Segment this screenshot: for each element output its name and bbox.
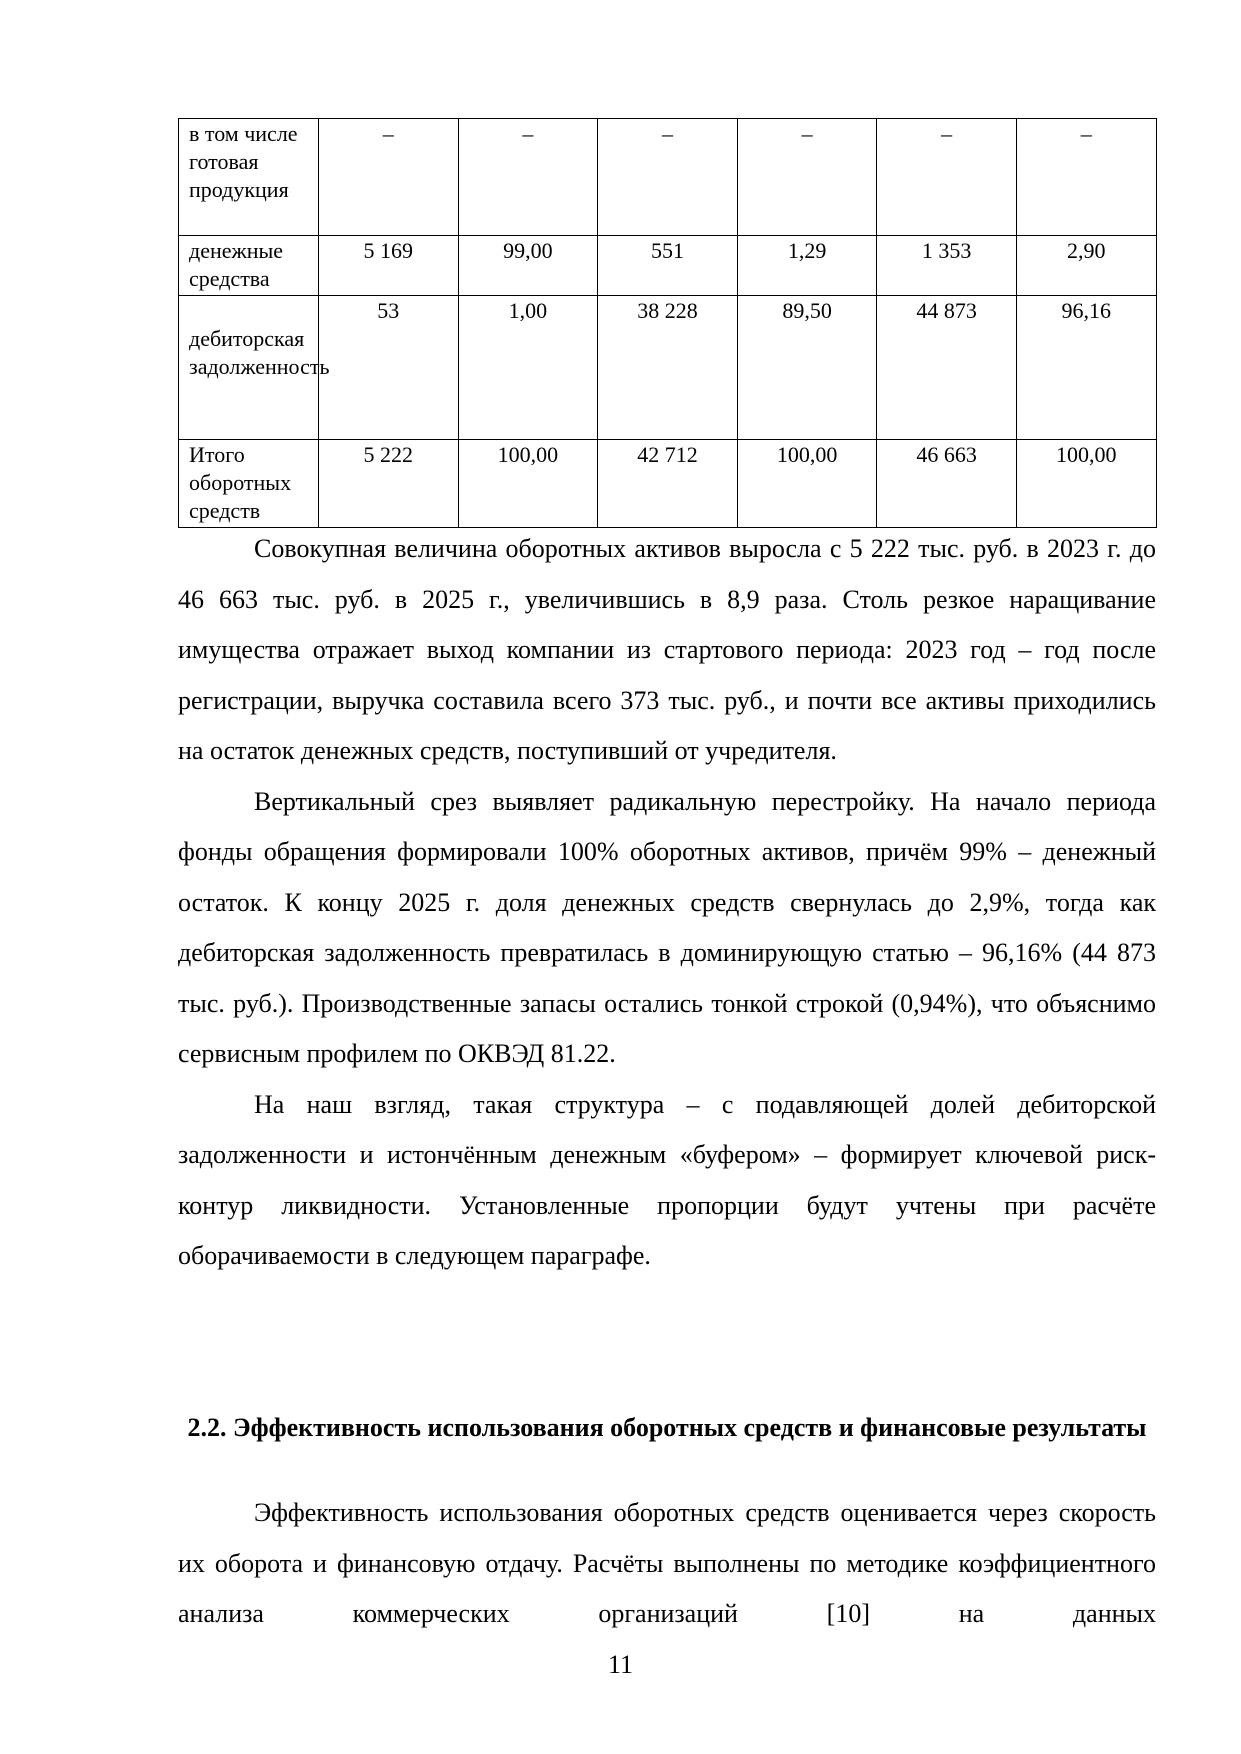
table-cell: 5 169 (319, 236, 459, 296)
table-cell: 1 353 (877, 236, 1017, 296)
paragraph: На наш взгляд, такая структура – с подавляющей долей дебиторской задолженности и истончённым денежным «буфером» – формирует ключевой риск-контур ликвидности. Установленные пропорции будут учтены при расчёте оборачиваемости в следующем параграфе. (178, 1089, 1156, 1270)
section-text (178, 1488, 1156, 1640)
table-cell: 89,50 (737, 296, 877, 440)
table-cell: 100,00 (1016, 440, 1156, 528)
page-number: 11 (607, 1650, 634, 1679)
table-row (179, 296, 1157, 440)
section-heading: 2.2. Эффективность использования оборотных средств и финансовые результаты (187, 1413, 1147, 1442)
table-cell: 38 228 (598, 296, 738, 440)
row-label: в том числе готовая продукция (179, 119, 319, 236)
row-label-text: дебиторская задолженность (189, 326, 330, 379)
table-cell: – (598, 119, 738, 236)
table-cell: 42 712 (598, 440, 738, 528)
table-cell: 5 222 (319, 440, 459, 528)
table-cell: 551 (598, 236, 738, 296)
table-cell: 2,90 (1016, 236, 1156, 296)
paragraph: Совокупная величина оборотных активов выросла с 5 222 тыс. руб. в 2023 г. до 46 663 тыс. руб. в 2025 г., увеличившись в 8,9 раза. Столь резкое наращивание имущества отражает выход компании из стартового периода: 2023 год – год после регистрации, выручка составила всего 373 тыс. руб., и почти все активы приходились на остаток денежных средств, поступивший от учредителя. (178, 534, 1156, 765)
table-row (179, 119, 1157, 236)
row-label (179, 296, 330, 440)
table-row (179, 440, 1157, 528)
table-row (179, 236, 1157, 296)
table-cell: – (319, 119, 459, 236)
current-assets-table (178, 118, 1157, 528)
paragraph: Эффективность использования оборотных средств оценивается через скорость их оборота и финансовую отдачу. Расчёты выполнены по методике коэффициентного анализа коммерческих организаций [10] на данных (178, 1498, 1156, 1628)
table-cell: 100,00 (458, 440, 598, 528)
table-cell: 96,16 (1016, 296, 1156, 440)
table-cell: 46 663 (877, 440, 1017, 528)
paragraph: Вертикальный срез выявляет радикальную перестройку. На начало периода фонды обращения формировали 100% оборотных активов, причём 99% – денежный остаток. К концу 2025 г. доля денежных средств свернулась до 2,9%, тогда как дебиторская задолженность превратилась в доминирующую статью – 96,16% (44 873 тыс. руб.). Производственные запасы остались тонкой строкой (0,94%), что объяснимо сервисным профилем по ОКВЭД 81.22. (178, 786, 1156, 1068)
table-cell: 1,29 (737, 236, 877, 296)
table-cell: – (877, 119, 1017, 236)
table-cell: 1,00 (458, 296, 598, 440)
table-cell: – (1016, 119, 1156, 236)
table-cell: 100,00 (737, 440, 877, 528)
row-label: Итого оборотных средств (179, 440, 319, 528)
table-cell: – (737, 119, 877, 236)
table-cell: 44 873 (877, 296, 1017, 440)
analysis-text (178, 524, 1156, 1282)
row-label: денежные средства (179, 236, 319, 296)
table-cell: – (458, 119, 598, 236)
table-cell: 53 (319, 296, 459, 440)
table-cell: 99,00 (458, 236, 598, 296)
